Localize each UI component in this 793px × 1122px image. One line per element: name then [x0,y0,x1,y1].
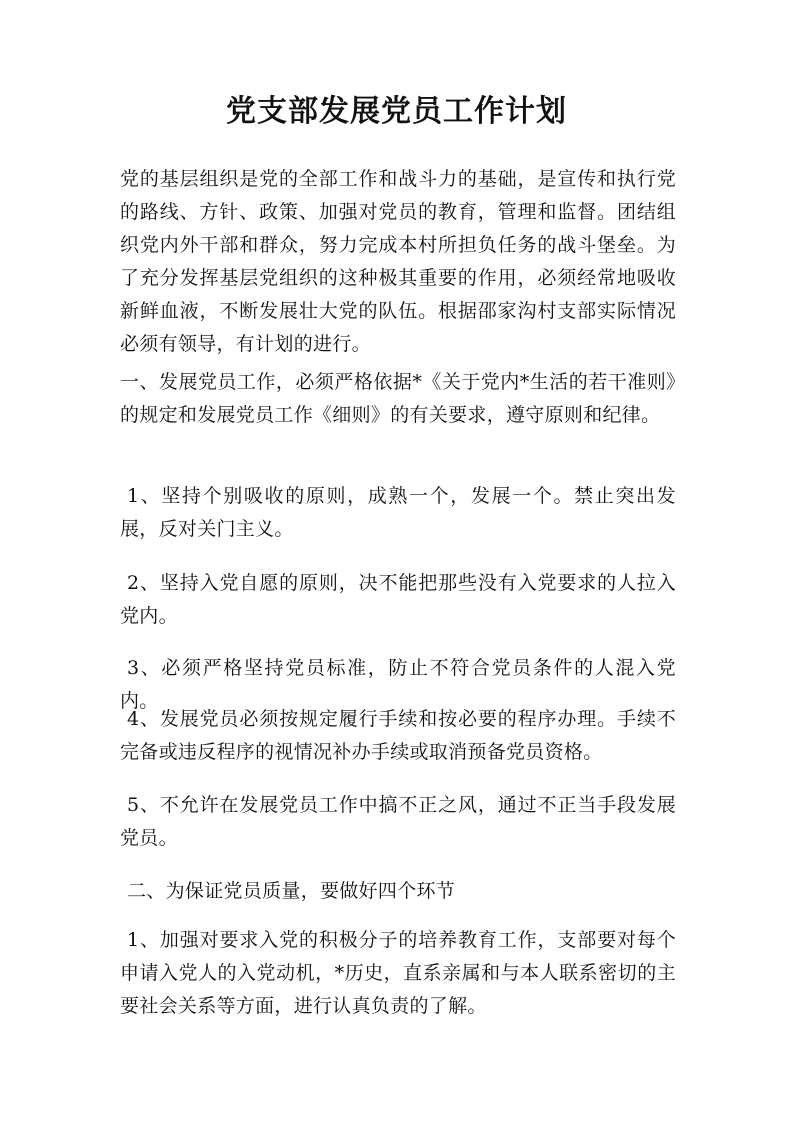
section-1-item-5: 5、不允许在发展党员工作中搞不正之风，通过不正当手段发展党员。 [120,794,676,849]
section-1-heading: 一、发展党员工作，必须严格依据*《关于党内*生活的若干准则》的规定和发展党员工作《细则》的有关要求，遵守原则和纪律。 [120,371,676,426]
intro-paragraph: 党的基层组织是党的全部工作和战斗力的基础，是宣传和执行党的路线、方针、政策、加强对党员的教育，管理和监督。团结组织党内外干部和群众，努力完成本村所担负任务的战斗堡垒。为了充分发挥基层党组织的这种极其重要的作用，必须经常地吸收新鲜血液，不断发展壮大党的队伍。根据邵家沟村支部实际情况必须有领导，有计划的进行。 [120,168,676,355]
section-1-item-2: 2、坚持入党自愿的原则，决不能把那些没有入党要求的人拉入党内。 [120,572,676,627]
section-1-item-1: 1、坚持个别吸收的原则，成熟一个，发展一个。禁止突出发展，反对关门主义。 [120,485,676,540]
section-1-item-3: 3、必须严格坚持党员标准，防止不符合党员条件的人混入党内。 [120,657,676,712]
section-2-heading: 二、为保证党员质量，要做好四个环节 [127,880,456,902]
section-2-item-1: 1、加强对要求入党的积极分子的培养教育工作，支部要对每个申请入党人的入党动机，*历史，直系亲属和与本人联系密切的主要社会关系等方面，进行认真负责的了解。 [120,929,676,1017]
section-1-item-4: 4、发展党员必须按规定履行手续和按必要的程序办理。手续不完备或违反程序的视情况补办手续或取消预备党员资格。 [120,708,676,763]
document-title: 党支部发展党员工作计划 [226,94,567,129]
